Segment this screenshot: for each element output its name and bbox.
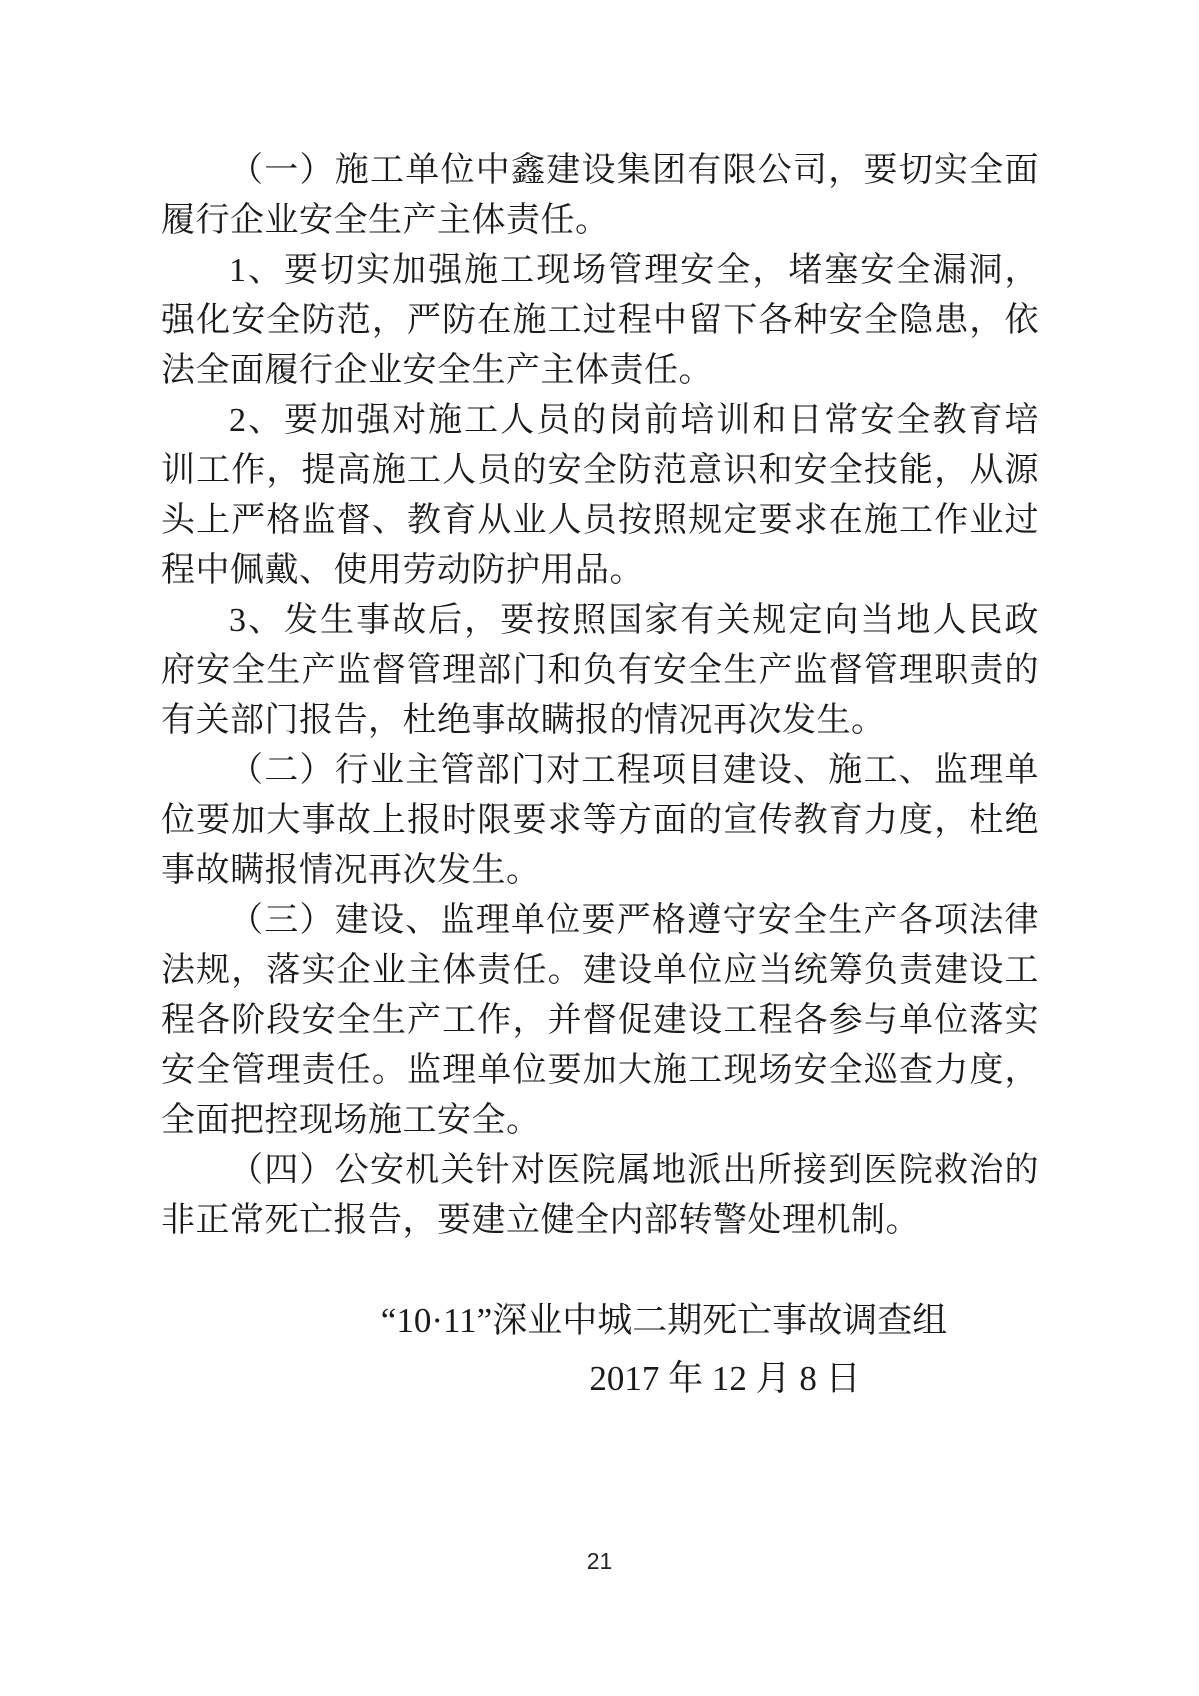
paragraph: 1、要切实加强施工现场管理安全，堵塞安全漏洞，强化安全防范，严防在施工过程中留下各种安全隐患，依法全面履行企业安全生产主体责任。: [161, 252, 1039, 389]
signature-block: [161, 1296, 1039, 1404]
signature-line: “10·11”深业中城二期死亡事故调查组: [380, 1301, 948, 1340]
paragraph: （一）施工单位中鑫建设集团有限公司，要切实全面履行企业安全生产主体责任。: [161, 152, 1039, 239]
paragraph: 2、要加强对施工人员的岗前培训和日常安全教育培训工作，提高施工人员的安全防范意识和安全技能，从源头上严格监督、教育从业人员按照规定要求在施工作业过程中佩戴、使用劳动防护用品。: [161, 402, 1039, 589]
page-number: 21: [586, 1548, 613, 1574]
paragraph: 3、发生事故后，要按照国家有关规定向当地人民政府安全生产监督管理部门和负有安全生产监督管理职责的有关部门报告，杜绝事故瞒报的情况再次发生。: [161, 602, 1039, 739]
document-body: [161, 146, 1039, 1246]
paragraph: （二）行业主管部门对工程项目建设、施工、监理单位要加大事故上报时限要求等方面的宣传教育力度，杜绝事故瞒报情况再次发生。: [161, 752, 1039, 889]
date-line: 2017 年 12 月 8 日: [589, 1359, 861, 1398]
paragraph: （三）建设、监理单位要严格遵守安全生产各项法律法规，落实企业主体责任。建设单位应当统筹负责建设工程各阶段安全生产工作，并督促建设工程各参与单位落实安全管理责任。监理单位要加大施工现场安全巡查力度，全面把控现场施工安全。: [161, 902, 1039, 1139]
paragraph: （四）公安机关针对医院属地派出所接到医院救治的非正常死亡报告，要建立健全内部转警处理机制。: [161, 1152, 1039, 1239]
